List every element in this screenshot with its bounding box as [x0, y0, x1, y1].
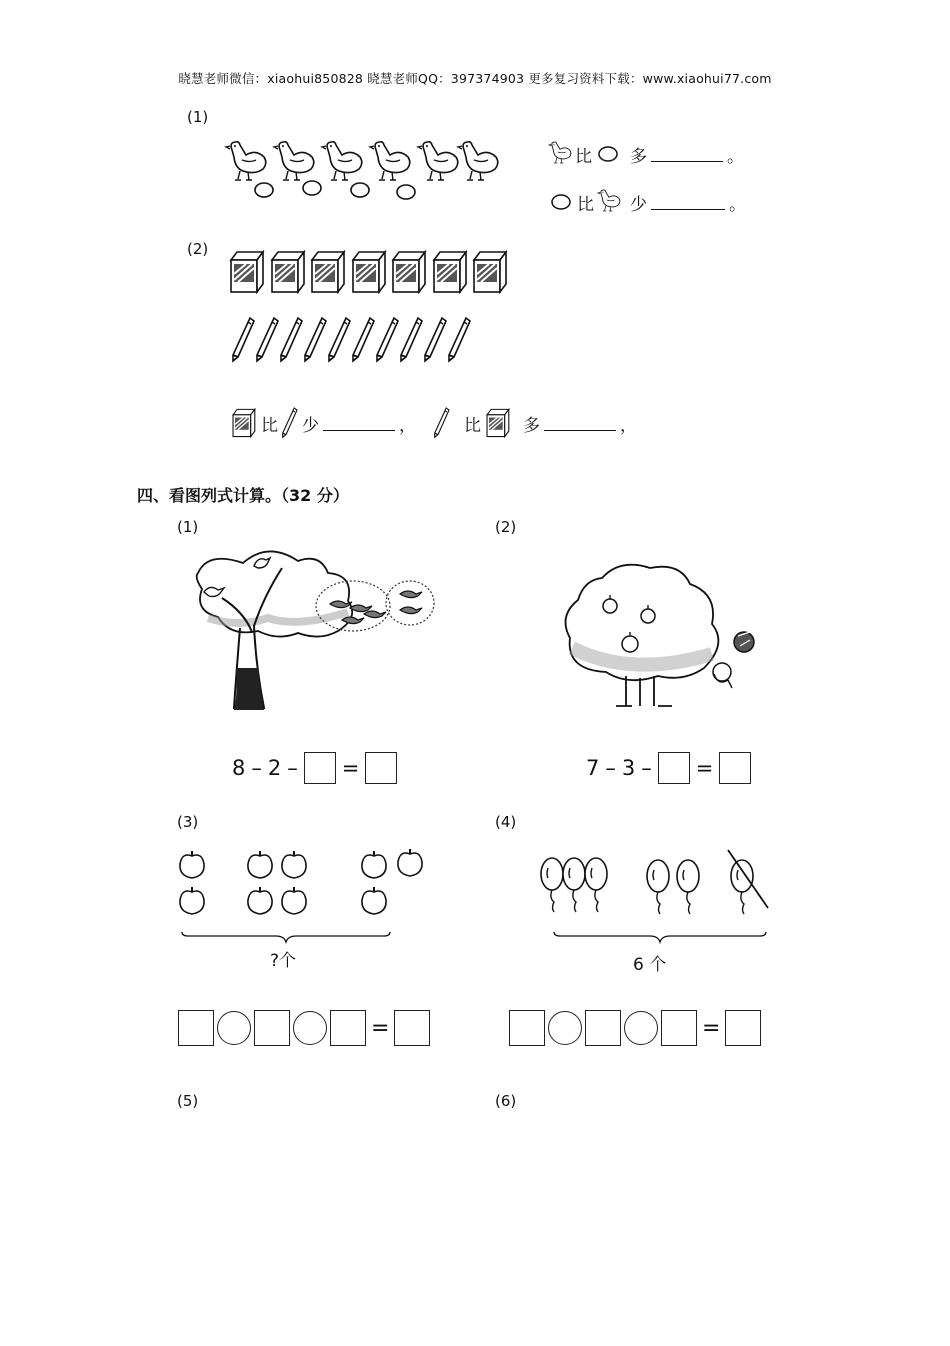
q1-label: (1): [187, 108, 209, 126]
hen-icon: [322, 142, 362, 180]
operator-circle[interactable]: [293, 1011, 327, 1045]
word-bi: 比: [464, 415, 481, 436]
hen-icon: [549, 141, 571, 167]
comma: ，: [399, 415, 416, 436]
egg-icon: [303, 181, 321, 195]
apple-icon: [282, 851, 306, 878]
word-bi: 比: [575, 146, 592, 167]
answer-box[interactable]: [661, 1010, 697, 1046]
pencil-icon: [401, 318, 422, 361]
answer-box[interactable]: [509, 1010, 545, 1046]
equation-q1: [232, 752, 397, 784]
period: 。: [727, 146, 744, 167]
s4-q4-label: (4): [495, 813, 517, 831]
word-bi: 比: [261, 415, 278, 436]
eraser-icon: [485, 408, 511, 438]
apple-icon: [362, 887, 386, 914]
s4-q3-label: (3): [177, 813, 199, 831]
pencil-icon: [377, 318, 398, 361]
pencil-icon: [281, 318, 302, 361]
answer-box[interactable]: [719, 752, 751, 784]
number: 2: [267, 756, 282, 780]
answer-box[interactable]: [304, 752, 336, 784]
bird-icon: [400, 607, 422, 614]
balloon-icon: [563, 858, 585, 912]
brace-label: 6 个: [633, 955, 667, 975]
apple-icon: [180, 887, 204, 914]
pencil-icon: [233, 318, 254, 361]
operator: –: [605, 756, 616, 780]
answer-blank[interactable]: [651, 147, 723, 162]
answer-box[interactable]: [178, 1010, 214, 1046]
comma: ，: [620, 415, 637, 436]
tree-icon: [566, 565, 719, 706]
brace: [554, 932, 766, 942]
s4-q5-label: (5): [177, 1092, 199, 1110]
eraser-icon: [474, 252, 506, 292]
word-shao: 少: [302, 415, 319, 436]
operator: –: [641, 756, 652, 780]
equation-q3: [178, 1010, 430, 1046]
apple-icon: [282, 887, 306, 914]
compare-eraser-pencil: [231, 408, 637, 438]
section-title: 四、看图列式计算。（32 分）: [137, 486, 349, 505]
hens-eggs-illustration: [222, 136, 502, 202]
apple-icon: [734, 632, 754, 652]
hen-icon: [418, 142, 458, 180]
bird-icon: [364, 611, 386, 618]
bird-icon: [350, 605, 372, 612]
operator: –: [287, 756, 298, 780]
apple-icon: [248, 851, 272, 878]
equation-q4: [509, 1010, 761, 1046]
s4-q6-label: (6): [495, 1092, 517, 1110]
s4-q1-label: (1): [177, 518, 199, 536]
number: 7: [586, 756, 600, 780]
word-duo: 多: [523, 415, 540, 436]
answer-box[interactable]: [725, 1010, 761, 1046]
apple-icon: [398, 849, 422, 876]
answer-box[interactable]: [658, 752, 690, 784]
egg-icon: [549, 192, 573, 212]
balloon-icon: [647, 860, 669, 914]
egg-icon: [255, 183, 273, 197]
apple-tree-illustration: [562, 558, 772, 708]
apple-icon: [362, 851, 386, 878]
q2-label: (2): [187, 240, 209, 258]
pencil-icon: [434, 408, 450, 438]
answer-box[interactable]: [394, 1010, 430, 1046]
hen-icon: [458, 142, 498, 180]
apple-icon: [713, 663, 732, 688]
hen-icon: [598, 189, 622, 215]
balloon-icon: [541, 858, 563, 912]
word-bi: 比: [577, 194, 594, 215]
answer-box[interactable]: [330, 1010, 366, 1046]
balloon-icon: [677, 860, 699, 914]
eraser-icon: [231, 408, 257, 438]
pencil-icon: [329, 318, 350, 361]
operator: –: [251, 756, 262, 780]
answer-box[interactable]: [254, 1010, 290, 1046]
balloons-illustration: [536, 850, 770, 950]
compare-hen-egg: [549, 141, 744, 167]
number: 8: [232, 756, 246, 780]
pencil-icon: [449, 318, 470, 361]
equals-sign: =: [371, 1015, 390, 1041]
pencil-icon: [353, 318, 374, 361]
eraser-icon: [393, 252, 425, 292]
answer-box[interactable]: [365, 752, 397, 784]
balloon-icon: [585, 858, 607, 912]
compare-egg-hen: [549, 189, 746, 215]
equals-sign: =: [702, 1015, 721, 1041]
pencil-icon: [425, 318, 446, 361]
pencil-icon: [257, 318, 278, 361]
apple-icon: [180, 851, 204, 878]
pencil-icon: [282, 408, 298, 438]
hen-icon: [226, 142, 266, 180]
egg-icon: [351, 183, 369, 197]
page-header: 晓慧老师微信：xiaohui850828 晓慧老师QQ：397374903 更多复习资料下载：www.xiaohui77.com: [178, 71, 772, 86]
bird-icon: [400, 591, 422, 598]
apples-illustration: [176, 846, 432, 946]
operator-circle[interactable]: [217, 1011, 251, 1045]
answer-box[interactable]: [585, 1010, 621, 1046]
word-duo: 多: [630, 146, 647, 167]
answer-blank[interactable]: [651, 195, 725, 210]
number: 3: [621, 756, 636, 780]
eraser-icon: [231, 252, 263, 292]
period: 。: [729, 194, 746, 215]
eraser-icon: [312, 252, 344, 292]
equation-q2: [586, 752, 751, 784]
pencil-icon: [305, 318, 326, 361]
answer-blank[interactable]: [323, 416, 395, 431]
tree-icon: [197, 551, 353, 710]
operator-circle[interactable]: [548, 1011, 582, 1045]
tree-birds-illustration: [178, 548, 448, 718]
operator-circle[interactable]: [624, 1011, 658, 1045]
answer-blank[interactable]: [544, 416, 616, 431]
balloon-icon: [731, 860, 753, 914]
equals-sign: =: [695, 756, 714, 780]
s4-q2-label: (2): [495, 518, 517, 536]
word-shao: 少: [630, 194, 647, 215]
equals-sign: =: [341, 756, 360, 780]
brace: [182, 932, 390, 942]
hen-icon: [274, 142, 314, 180]
hen-icon: [370, 142, 410, 180]
egg-icon: [596, 144, 620, 164]
apple-icon: [248, 887, 272, 914]
erasers-pencils-illustration: [228, 250, 518, 360]
eraser-icon: [434, 252, 466, 292]
eraser-icon: [272, 252, 304, 292]
egg-icon: [397, 185, 415, 199]
brace-label: ?个: [270, 951, 297, 971]
eraser-icon: [353, 252, 385, 292]
